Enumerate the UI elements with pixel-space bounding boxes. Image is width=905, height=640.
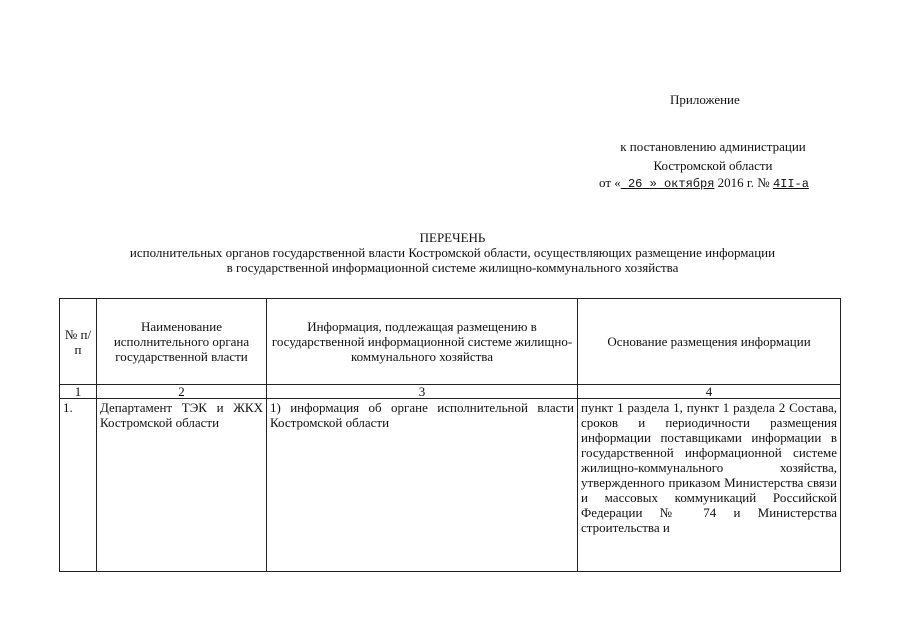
authorities-table <box>59 298 841 572</box>
column-number: 1 <box>60 385 97 399</box>
date-close-quote: » <box>649 177 657 191</box>
title-line-1: исполнительных органов государственной власти Костромской области, осуществляющих размещение информации <box>129 245 776 260</box>
date-month: октября <box>663 177 715 191</box>
header-basis: Основание размещения информации <box>578 299 841 385</box>
header-body-name: Наименование исполнительного органа государственной власти <box>97 299 267 385</box>
table-row <box>60 399 841 572</box>
column-number: 4 <box>578 385 841 399</box>
row-information: 1) информация об органе исполнительной власти Костромской области <box>267 399 578 572</box>
decree-reference <box>593 137 833 175</box>
header-information: Информация, подлежащая размещению в государственной информационной системе жилищно-коммунального хозяйства <box>267 299 578 385</box>
row-body-name: Департамент ТЭК и ЖКХ Костромской области <box>97 399 267 572</box>
column-number-row <box>60 385 841 399</box>
row-basis: пункт 1 раздела 1, пункт 1 раздела 2 Состава, сроков и периодичности размещения информации поставщиками информации в государственной информационной системе жилищно-коммунального хозяйства, утвержденного приказом Министерства связи и массовых коммуникаций Российской Федерации № 74 и Министерства строительства и <box>578 399 841 572</box>
column-number: 2 <box>97 385 267 399</box>
decree-date-line <box>599 175 809 191</box>
date-year: 2016 г. № <box>717 175 770 190</box>
decree-line-1: к постановлению администрации <box>620 139 806 154</box>
decree-number: 4II-а <box>772 177 809 191</box>
decree-line-2: Костромской области <box>653 158 773 173</box>
table-header-row <box>60 299 841 385</box>
title-line-2: в государственной информационной системе жилищно-коммунального хозяйства <box>226 260 679 275</box>
header-number: № п/п <box>60 299 97 385</box>
date-day: 26 <box>627 177 643 191</box>
row-number: 1. <box>60 399 97 572</box>
date-prefix: от « <box>599 175 621 190</box>
column-number: 3 <box>267 385 578 399</box>
appendix-label: Приложение <box>670 92 740 107</box>
title-heading: ПЕРЕЧЕНЬ <box>419 230 486 245</box>
document-title <box>0 230 905 275</box>
